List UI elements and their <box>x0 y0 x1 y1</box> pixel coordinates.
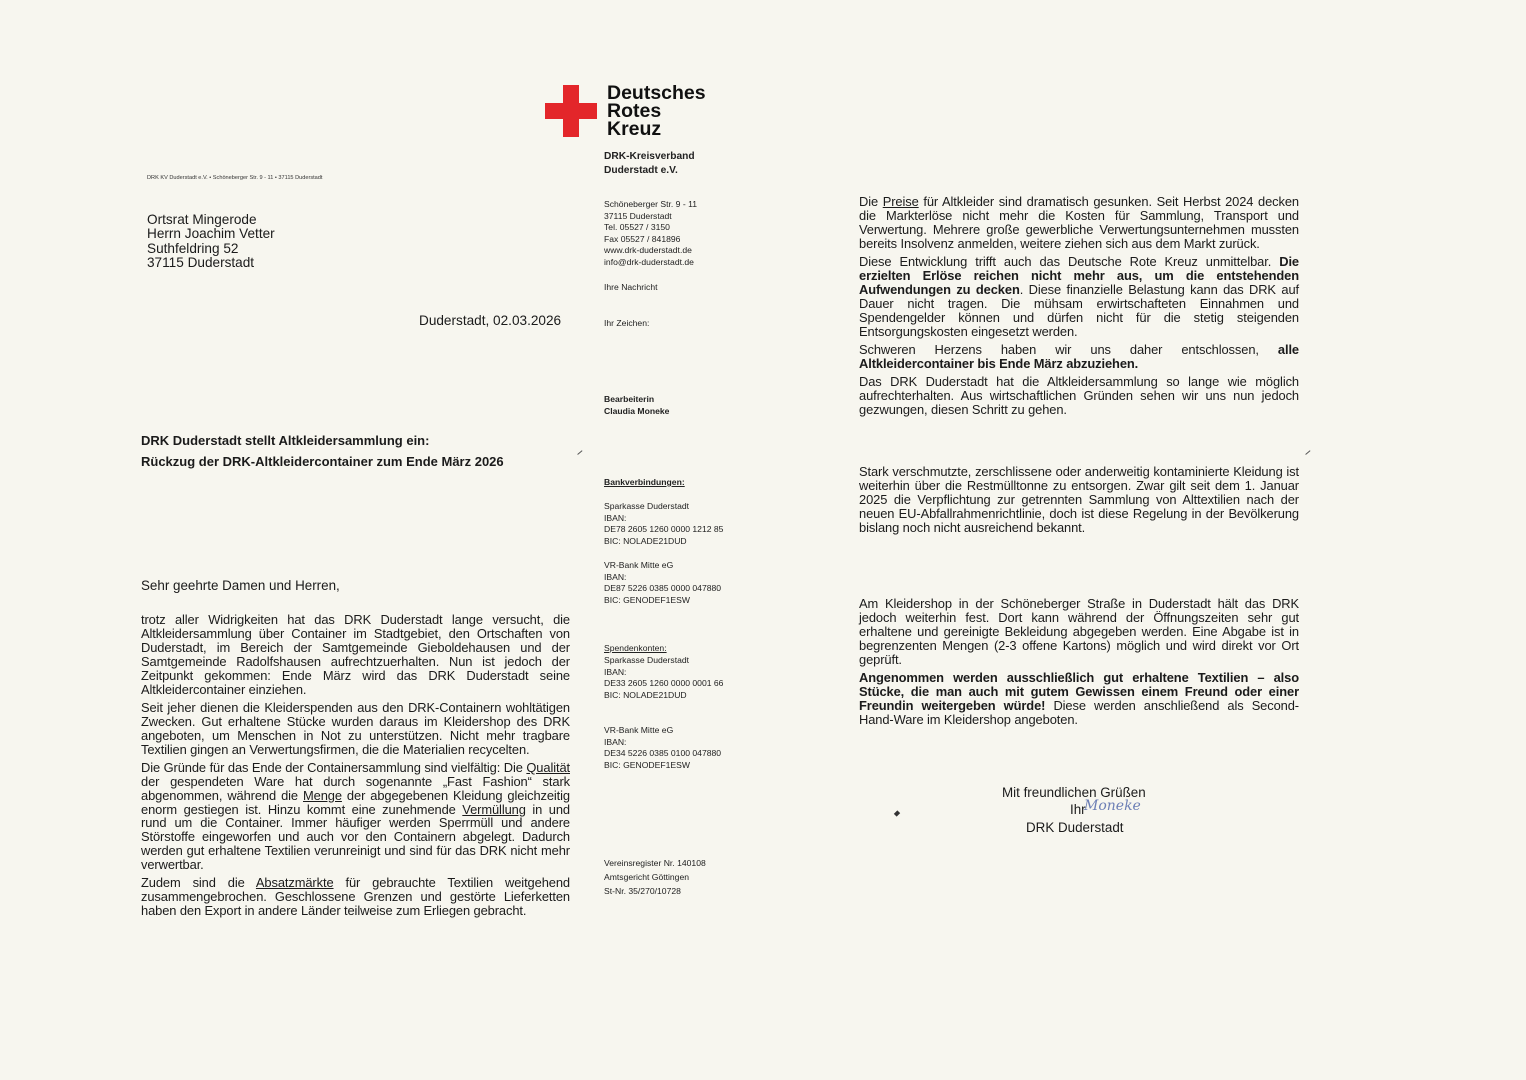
address-line: Tel. 05527 / 3150 <box>604 222 670 233</box>
spenden-heading: Spendenkonten: <box>604 643 667 653</box>
subject-line-1: DRK Duderstadt stellt Altkleidersammlung ein: <box>141 433 430 448</box>
bank-line: IBAN: <box>604 736 627 747</box>
right-body-middle <box>859 465 1299 539</box>
org-address <box>604 199 697 269</box>
bank-line: IBAN: <box>604 666 627 677</box>
signature: Moneke <box>1084 798 1141 814</box>
left-body <box>141 613 570 923</box>
bank-line: BIC: NOLADE21DUD <box>604 535 687 546</box>
brand-wordmark <box>607 84 706 138</box>
spenden-account-1 <box>604 655 723 701</box>
recipient-address <box>147 213 275 270</box>
bearbeiter-name: Claudia Moneke <box>604 405 670 416</box>
subject-line-2: Rückzug der DRK-Altkleidercontainer zum Ende März 2026 <box>141 454 504 469</box>
red-cross-icon <box>545 85 597 137</box>
bank-line: VR-Bank Mitte eG <box>604 725 674 735</box>
register-info <box>604 856 706 898</box>
bearbeiter-label: Bearbeiterin <box>604 394 655 404</box>
spenden-account-2 <box>604 725 721 771</box>
sender-line: DRK KV Duderstadt e.V. • Schöneberger Str. 9 - 11 • 37115 Duderstadt <box>147 175 323 181</box>
paragraph: Am Kleidershop in der Schöneberger Straße in Duderstadt hält das DRK jedoch weiterhin fest. Dort kann während der Öffnungszeiten sehr gut erhaltene und gereinigte Bekleidung abgegeben werden. Eine Abgabe ist in begrenzenten Mengen (2-3 offene Kartons) möglich und wird direkt vor Ort geprüft. <box>859 596 1299 667</box>
closing-org: DRK Duderstadt <box>1026 820 1124 835</box>
address-line: 37115 Duderstadt <box>604 210 672 221</box>
bank-line: IBAN: <box>604 571 627 582</box>
bank-heading: Bankverbindungen: <box>604 477 685 487</box>
recipient-line: Herrn Joachim Vetter <box>147 226 275 242</box>
right-body-bottom <box>859 597 1299 731</box>
website-link: www.drk-duderstadt.de <box>604 245 692 256</box>
register-line: Amtsgericht Göttingen <box>604 872 690 882</box>
paragraph: Schweren Herzens haben wir uns daher entschlossen, alle Altkleidercontainer bis Ende März abzuziehen. <box>859 341 1299 371</box>
paragraph: Seit jeher dienen die Kleiderspenden aus den DRK-Containern wohltätigen Zwecken. Gut erhaltene Stücke wurden daraus im Kleidershop des DRK angeboten, um Menschen in Not zu unterstützen. Nicht mehr tragbare Textilien gingen an Verwertungsfirmen, die die Materialien recycelten. <box>141 699 570 757</box>
recipient-line: Ortsrat Mingerode <box>147 212 257 227</box>
bank-line: Sparkasse Duderstadt <box>604 501 690 511</box>
bank-line: DE87 5226 0385 0000 047880 <box>604 583 722 594</box>
paragraph: Stark verschmutzte, zerschlissene oder anderweitig kontaminierte Kleidung ist weiterhin über die Restmülltonne zu entsorgen. Zwar gilt seit dem 1. Januar 2025 die Verpflichtung zur getrennten Sammlung von Alttextilien nach der neuen EU-Abfallrahmenrichtlinie, doch ist diese Regelung in der Bevölkerung bislang noch nicht ausreichend bekannt. <box>859 464 1299 535</box>
right-body-top <box>859 195 1299 421</box>
bank-line: IBAN: <box>604 512 627 523</box>
paragraph: Die Preise für Altkleider sind dramatisch gesunken. Seit Herbst 2024 decken die Markterlöse nicht mehr die Kosten für Sammlung, Transport und Verwertung. Mehrere große gewerbliche Verwertungsunternehmen mussten bereits Insolvenz anmelden, weitere ziehen sich aus dem Markt zurück. <box>859 194 1299 251</box>
org-line-2: Duderstadt e.V. <box>604 164 678 176</box>
closing-ihr: Ihr <box>1070 802 1086 817</box>
brand-line-1: Deutsches <box>607 82 706 104</box>
org-line-1: DRK-Kreisverband <box>604 151 695 162</box>
bank-line: DE78 2605 1260 0000 1212 85 <box>604 524 724 535</box>
bank-line: Sparkasse Duderstadt <box>604 655 690 665</box>
recipient-line: Suthfeldring 52 <box>147 240 239 256</box>
bank-account-2 <box>604 560 721 606</box>
letter-date: Duderstadt, 02.03.2026 <box>419 313 562 328</box>
bank-line: VR-Bank Mitte eG <box>604 560 674 570</box>
brand-line-2: Rotes <box>607 100 662 122</box>
paragraph: Das DRK Duderstadt hat die Altkleidersammlung so lange wie möglich aufrechterhalten. Aus wirtschaftlichen Gründen sehen wir uns nun jedoch gezwungen, diesen Schritt zu gehen. <box>859 374 1299 417</box>
brand-line-3: Kreuz <box>607 118 662 140</box>
paragraph: Zudem sind die Absatzmärkte für gebrauchte Textilien weitgehend zusammengebrochen. Geschlossene Grenzen und gestörte Lieferketten haben den Export in andere Länder teilweise zum Erliegen gebracht. <box>141 875 570 919</box>
bank-line: DE34 5226 0385 0100 047880 <box>604 748 722 759</box>
paragraph: trotz aller Widrigkeiten hat das DRK Duderstadt lange versucht, die Altkleidersammlung über Container im Stadtgebiet, den Ortschaften von Duderstadt, im Bereich der Samtgemeinde Gieboldehausen und der Samtgemeinde Radolfshausen aufrechtzuerhalten. Nun ist jedoch der Zeitpunkt gekommen: Ende März wird das DRK Duderstadt seine Altkleidercontainer einziehen. <box>141 612 570 697</box>
bank-line: BIC: GENODEF1ESW <box>604 759 690 770</box>
register-line: St-Nr. 35/270/10728 <box>604 886 681 896</box>
bank-account-1 <box>604 501 723 547</box>
org-name <box>604 150 695 177</box>
scan-mark <box>894 810 900 816</box>
ihr-zeichen-label: Ihr Zeichen: <box>604 318 650 328</box>
subject <box>141 430 504 472</box>
bank-line: BIC: GENODEF1ESW <box>604 594 690 605</box>
paragraph: Die Gründe für das Ende der Containersammlung sind vielfältig: Die Qualität der gespendeten Ware hat durch sogenannte „Fast Fashion“ stark abgenommen, während die Menge der abgegebenen Kleidung gleichzeitig enorm gestiegen ist. Hinzu kommt eine zunehmende Vermüllung in und rund um die Container. Immer häufiger werden Sperrmüll und andere Störstoffe eingeworfen und auch vor den Containern abgelegt. Dadurch werden gut erhaltene Textilien verunreinigt und sind für das DRK nicht mehr verwertbar. <box>141 759 571 873</box>
fold-mark <box>577 450 582 455</box>
email-link: info@drk-duderstadt.de <box>604 256 694 267</box>
paragraph: Angenommen werden ausschließlich gut erhaltene Textilien – also Stücke, die man auch mit gutem Gewissen einem Freund oder einer Freundin weitergeben würde! Diese werden anschließend als Second-Hand-Ware im Kleidershop angeboten. <box>859 669 1300 727</box>
bearbeiter-block <box>604 394 669 417</box>
ihre-nachricht-label: Ihre Nachricht <box>604 282 658 292</box>
bank-line: BIC: NOLADE21DUD <box>604 689 687 700</box>
address-line: Schöneberger Str. 9 - 11 <box>604 199 697 209</box>
paragraph: Diese Entwicklung trifft auch das Deutsche Rote Kreuz unmittelbar. Die erzielten Erlöse reichen nicht mehr aus, um die entstehenden Aufwendungen zu decken. Diese finanzielle Belastung kann das DRK auf Dauer nicht tragen. Die mühsam erwirtschafteten Einnahmen und Spendengelder können und dürfen nicht für die stetig steigenden Entsorgungskosten eingesetzt werden. <box>859 254 1299 339</box>
register-line: Vereinsregister Nr. 140108 <box>604 858 706 868</box>
recipient-line: 37115 Duderstadt <box>147 254 255 270</box>
closing-greeting: Mit freundlichen Grüßen <box>1002 785 1146 800</box>
salutation: Sehr geehrte Damen und Herren, <box>141 578 340 593</box>
bank-line: DE33 2605 1260 0000 0001 66 <box>604 678 724 689</box>
fold-mark <box>1305 450 1310 455</box>
address-line: Fax 05527 / 841896 <box>604 233 681 244</box>
